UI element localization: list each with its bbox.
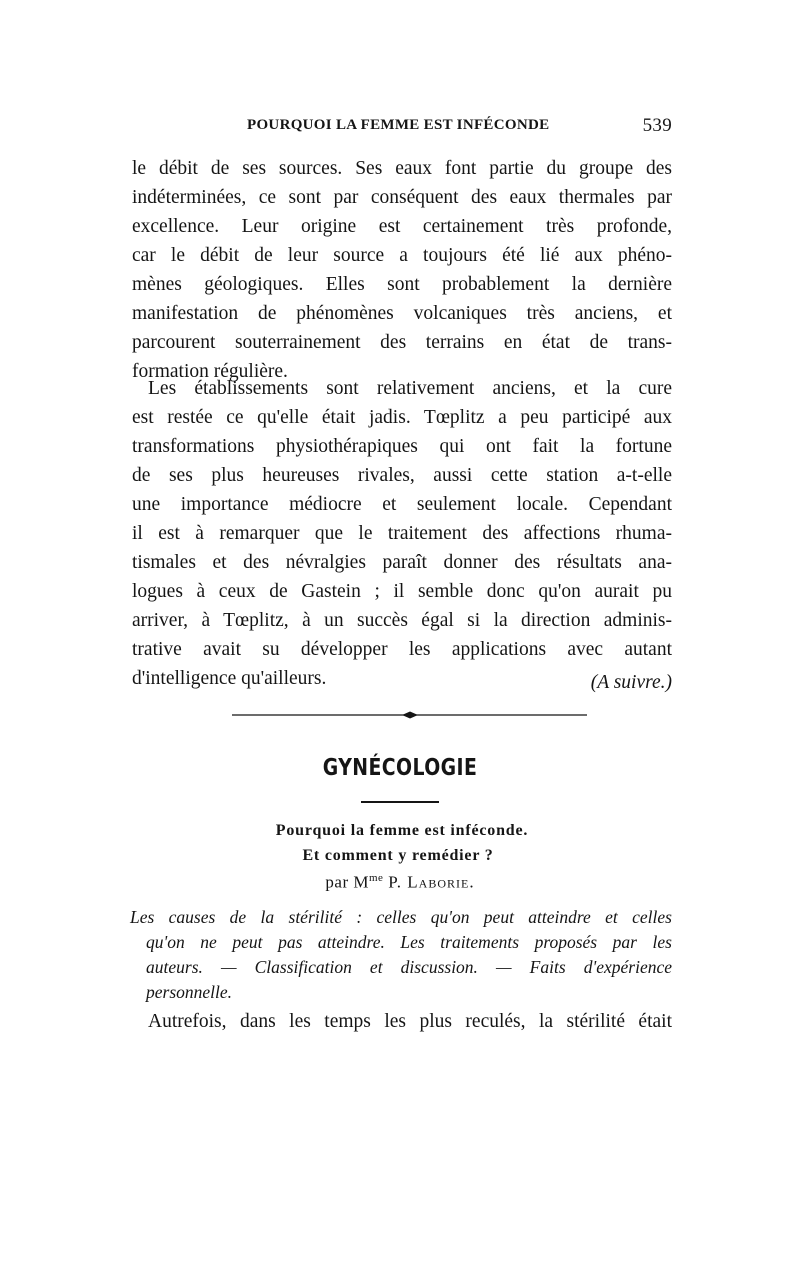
to-be-continued: (A suivre.) <box>590 672 672 693</box>
text-line: tismales et des névralgies paraît donner des résultats ana- <box>132 552 672 573</box>
text-line: Les établissements sont relativement anciens, et la cure <box>148 378 672 399</box>
text-line: logues à ceux de Gastein ; il semble donc qu'on aurait pu <box>132 581 672 602</box>
section-title: GYNÉCOLOGIE <box>322 755 478 781</box>
text-line: est restée ce qu'elle était jadis. Tœplitz a peu participé aux <box>132 407 672 428</box>
text-line: formation régulière. <box>132 361 288 382</box>
article-title-line-2: Et comment y remédier ? <box>302 847 494 864</box>
text-line: mènes géologiques. Elles sont probablement la dernière <box>132 274 672 295</box>
summary-line: qu'on ne peut pas atteindre. Les traitements proposés par les <box>146 932 672 952</box>
article-summary <box>130 905 672 1005</box>
article-title-line-1: Pourquoi la femme est inféconde. <box>275 822 529 839</box>
text-line: il est à remarquer que le traitement des affections rhuma- <box>132 523 672 544</box>
title-rule <box>361 801 439 803</box>
text-line: de ses plus heureuses rivales, aussi cette station a-t-elle <box>132 465 672 486</box>
summary-line: personnelle. <box>146 982 233 1002</box>
text-line: transformations physiothérapiques qui ont fait la fortune <box>132 436 672 457</box>
byline-prefix: par M <box>325 872 369 892</box>
page-number: 539 <box>642 115 672 136</box>
ornamental-divider <box>232 710 587 720</box>
summary-line: Les causes de la stérilité : celles qu'on peut atteindre et celles <box>130 907 672 927</box>
text-line: le débit de ses sources. Ses eaux font partie du groupe des <box>132 158 672 179</box>
text-line: d'intelligence qu'ailleurs. <box>132 668 327 689</box>
running-title: POURQUOI LA FEMME EST INFÉCONDE <box>247 117 550 133</box>
author-name: P. Laborie. <box>388 872 475 892</box>
summary-line: auteurs. — Classification et discussion. — Faits d'expérience <box>146 957 672 977</box>
text-line: excellence. Leur origine est certainement très profonde, <box>132 216 672 237</box>
text-line: Autrefois, dans les temps les plus reculés, la stérilité était <box>148 1011 672 1032</box>
text-line: indéterminées, ce sont par conséquent des eaux thermales par <box>132 187 672 208</box>
byline-sup: me <box>369 872 384 884</box>
byline <box>0 872 800 893</box>
paragraph-2 <box>132 374 672 693</box>
text-line: arriver, à Tœplitz, à un succès égal si la direction adminis- <box>132 610 672 631</box>
text-line: manifestation de phénomènes volcaniques très anciens, et <box>132 303 672 324</box>
paragraph-1 <box>132 154 672 386</box>
text-line: car le débit de leur source a toujours été lié aux phéno- <box>132 245 672 266</box>
text-line: une importance médiocre et seulement locale. Cependant <box>132 494 672 515</box>
text-line: trative avait su développer les applications avec autant <box>132 639 672 660</box>
opening-paragraph <box>132 1007 672 1036</box>
text-line: parcourent souterrainement des terrains en état de trans- <box>132 332 672 353</box>
